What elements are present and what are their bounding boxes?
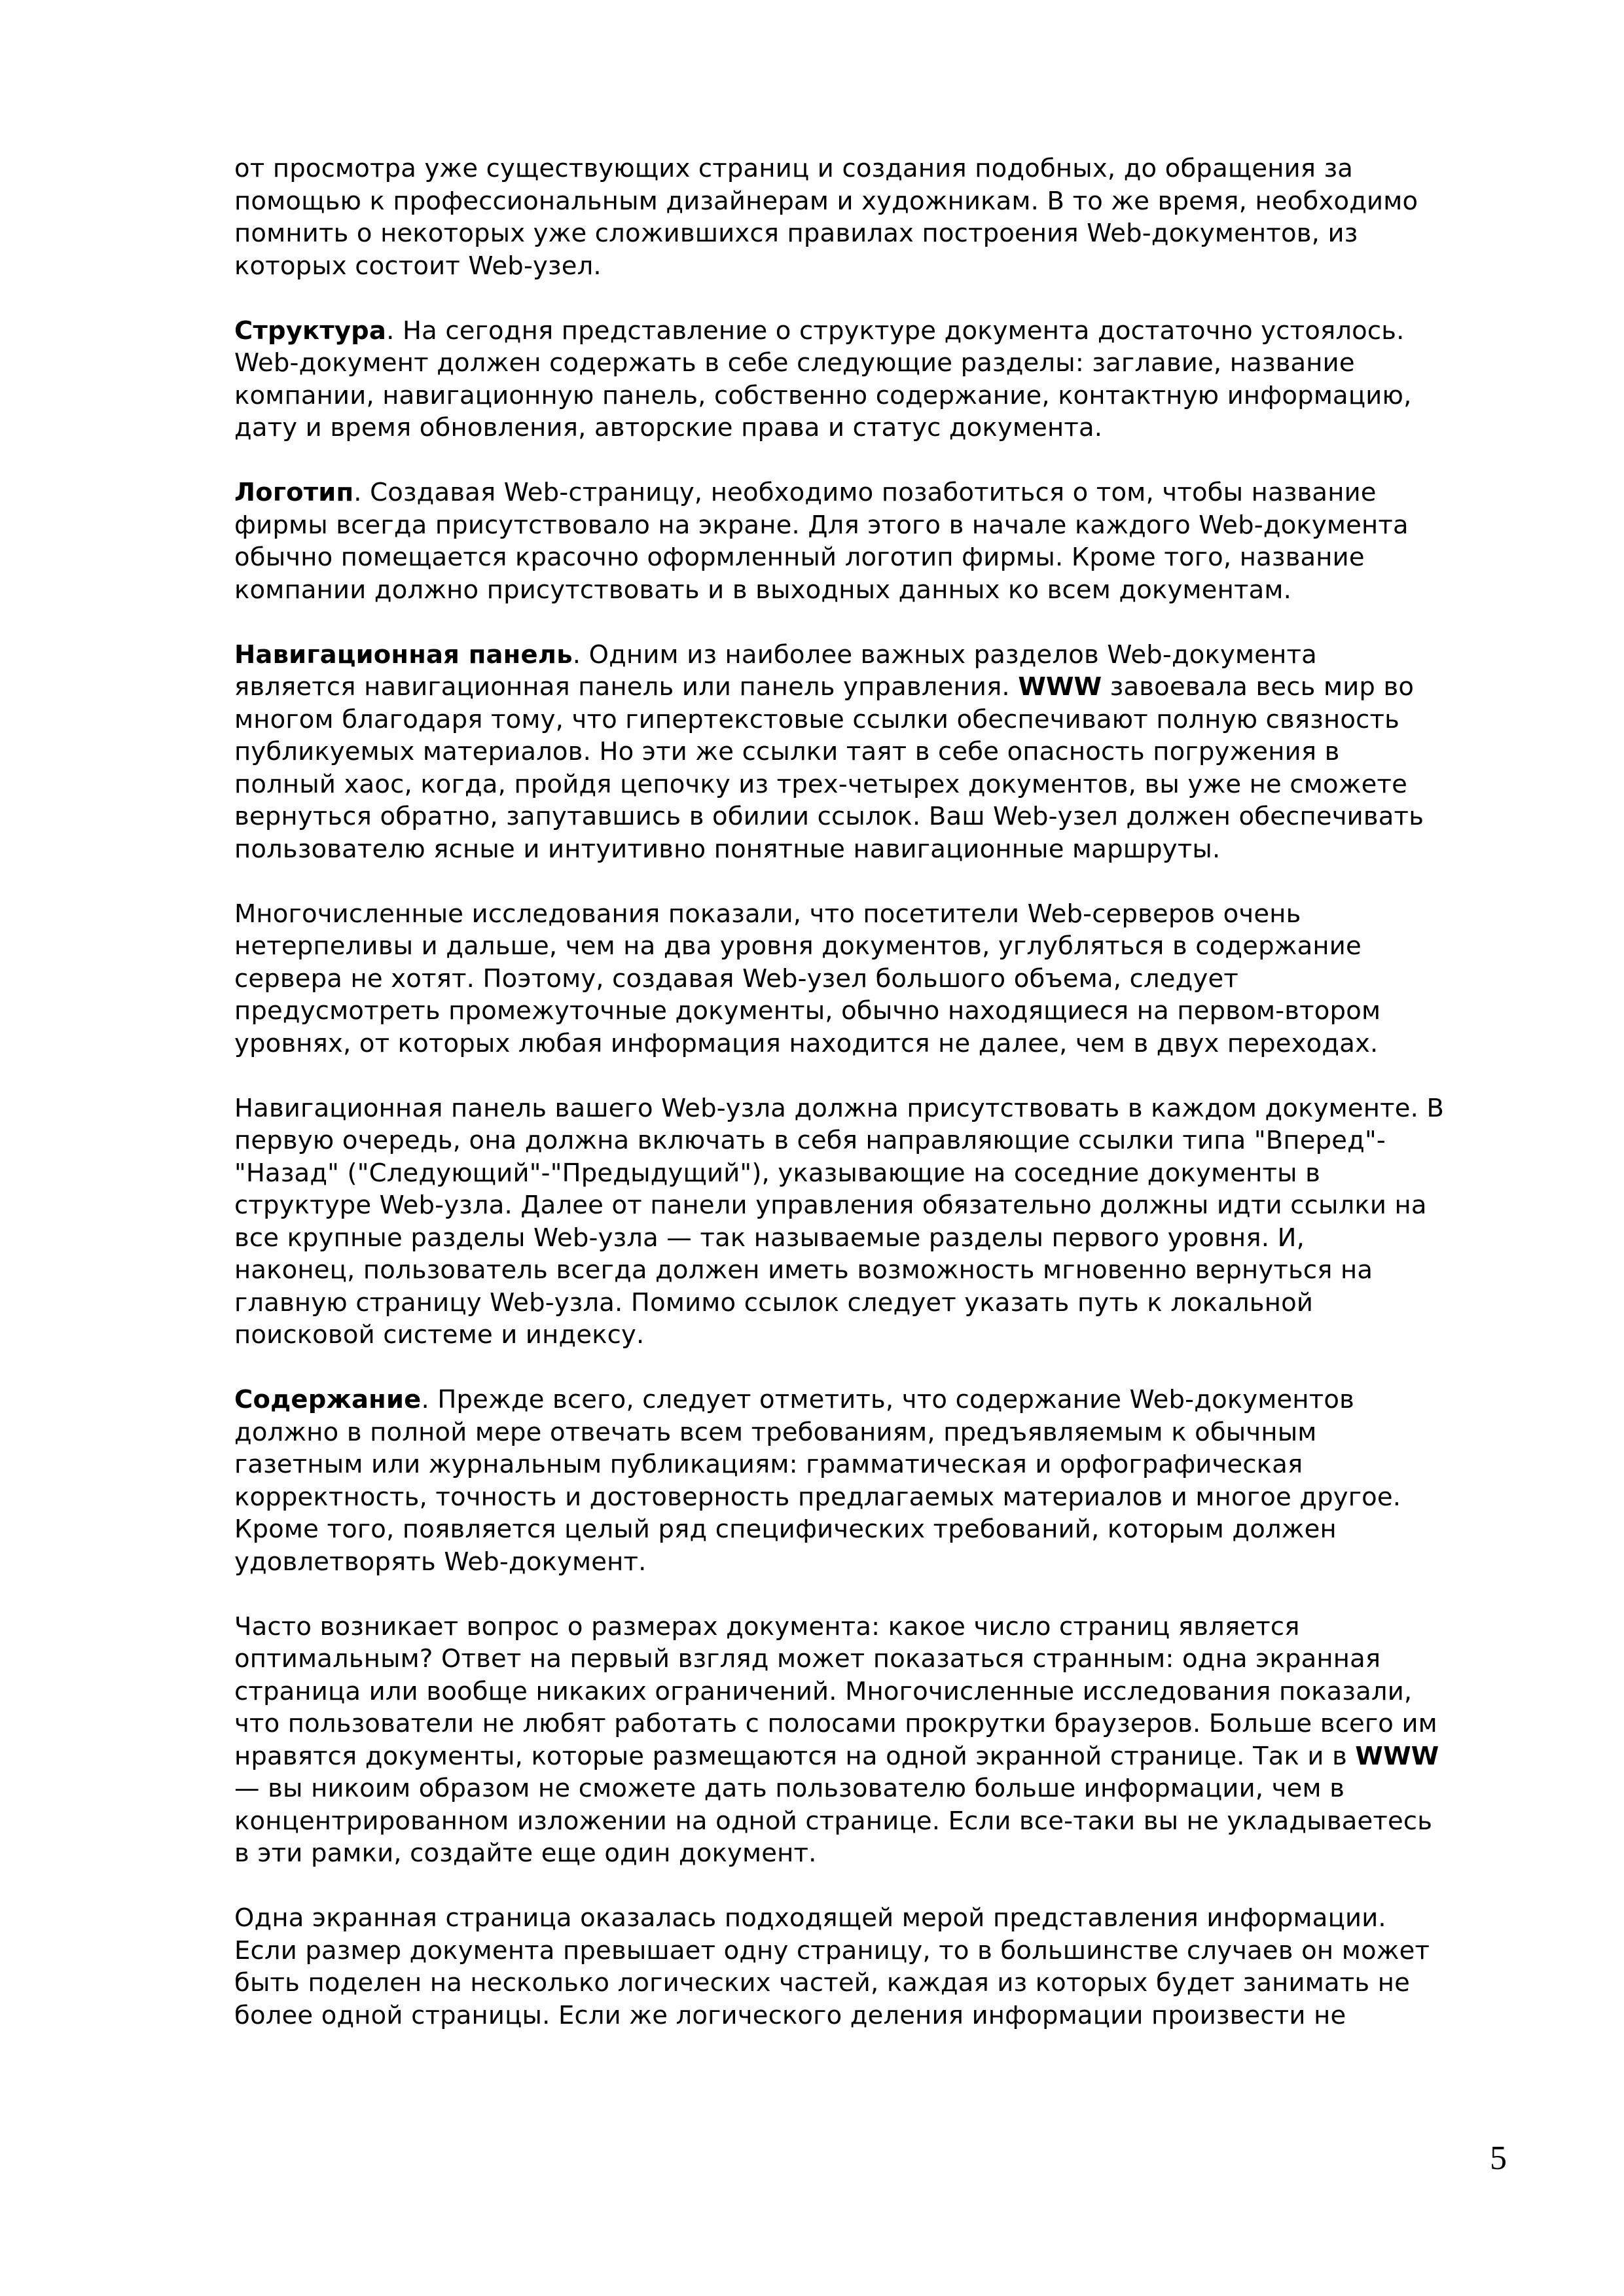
text-line bbox=[234, 185, 1524, 218]
text-segment: все крупные разделы Web-узла — так называемые разделы первого уровня. И, bbox=[234, 1223, 1305, 1253]
text-segment: . Создавая Web-страницу, необходимо позаботиться о том, чтобы название bbox=[353, 478, 1377, 507]
text-line bbox=[234, 898, 1524, 931]
bold-term: Логотип bbox=[234, 478, 354, 507]
document-body bbox=[234, 152, 1524, 2064]
text-line bbox=[234, 1967, 1524, 2000]
text-line bbox=[234, 1481, 1524, 1514]
text-segment: главную страницу Web-узла. Помимо ссылок следует указать путь к локальной bbox=[234, 1287, 1314, 1318]
text-segment: предусмотреть промежуточные документы, обычно находящиеся на первом-втором bbox=[234, 996, 1381, 1026]
text-line bbox=[234, 574, 1524, 607]
text-line bbox=[234, 704, 1524, 736]
text-segment: Кроме того, появляется целый ряд специфических требований, которым должен bbox=[234, 1515, 1337, 1544]
text-segment: вернуться обратно, запутавшись в обилии ссылок. Ваш Web-узел должен обеспечивать bbox=[234, 802, 1424, 831]
text-line bbox=[234, 217, 1524, 250]
text-line bbox=[234, 800, 1524, 833]
text-line bbox=[234, 1611, 1524, 1643]
paragraph bbox=[234, 315, 1524, 444]
bold-term: Структура bbox=[234, 315, 387, 346]
text-segment: от просмотра уже существующих страниц и создания подобных, до обращения за bbox=[234, 154, 1354, 183]
bold-term: Содержание bbox=[234, 1385, 422, 1414]
text-line bbox=[234, 152, 1524, 185]
text-line bbox=[234, 1384, 1524, 1416]
paragraph bbox=[234, 898, 1524, 1060]
bold-term: WWW bbox=[1018, 672, 1102, 702]
text-segment: поисковой системе и индексу. bbox=[234, 1320, 645, 1350]
text-line bbox=[234, 1189, 1524, 1222]
text-segment: нетерпеливы и дальше, чем на два уровня документов, углубляться в содержание bbox=[234, 931, 1362, 961]
page-number: 5 bbox=[1490, 2140, 1507, 2177]
text-segment: нравятся документы, которые размещаются на одной экранной странице. Так и в bbox=[234, 1741, 1356, 1771]
text-line bbox=[234, 1448, 1524, 1481]
text-segment: Навигационная панель вашего Web-узла должна присутствовать в каждом документе. В bbox=[234, 1093, 1445, 1123]
text-segment: . Одним из наиболее важных разделов Web-документа bbox=[572, 639, 1317, 670]
text-segment: . На сегодня представление о структуре документа достаточно устоялось. bbox=[386, 315, 1405, 346]
bold-term: WWW bbox=[1355, 1741, 1439, 1771]
text-line bbox=[234, 509, 1524, 542]
text-segment: Одна экранная страница оказалась подходящей мерой представления информации. bbox=[234, 1903, 1386, 1933]
text-line bbox=[234, 671, 1524, 704]
text-segment: оптимальным? Ответ на первый взгляд может показаться странным: одна экранная bbox=[234, 1644, 1381, 1674]
paragraph bbox=[234, 152, 1524, 282]
text-line bbox=[234, 1772, 1524, 1805]
text-segment: помощью к профессиональным дизайнерам и художникам. В то же время, необходимо bbox=[234, 186, 1418, 216]
text-segment: является навигационная панель или панель управления. bbox=[234, 672, 1019, 702]
text-line bbox=[234, 833, 1524, 866]
text-line bbox=[234, 1676, 1524, 1708]
text-line bbox=[234, 476, 1524, 509]
text-segment: компании должно присутствовать и в выходных данных ко всем документам. bbox=[234, 575, 1292, 605]
text-segment: страница или вообще никаких ограничений. Многочисленные исследования показали, bbox=[234, 1676, 1413, 1706]
text-line bbox=[234, 2000, 1524, 2032]
text-line bbox=[234, 315, 1524, 348]
text-segment: "Назад" ("Следующий"-"Предыдущий"), указывающие на соседние документы в bbox=[234, 1158, 1321, 1188]
text-segment: структуре Web-узла. Далее от панели управления обязательно должны идти ссылки на bbox=[234, 1191, 1427, 1220]
text-line bbox=[234, 1740, 1524, 1773]
text-segment: удовлетворять Web-документ. bbox=[234, 1547, 647, 1577]
paragraph bbox=[234, 476, 1524, 606]
text-segment: — вы никоим образом не сможете дать пользователю больше информации, чем в bbox=[234, 1774, 1345, 1803]
text-segment: должно в полной мере отвечать всем требованиям, предъявляемым к обычным bbox=[234, 1417, 1317, 1447]
text-line bbox=[234, 1092, 1524, 1125]
text-line bbox=[234, 1124, 1524, 1157]
text-segment: корректность, точность и достоверность предлагаемых материалов и многое другое. bbox=[234, 1482, 1401, 1512]
text-segment: многом благодаря тому, что гипертекстовые ссылки обеспечивают полную связность bbox=[234, 704, 1399, 734]
text-line bbox=[234, 1287, 1524, 1319]
text-line bbox=[234, 963, 1524, 996]
text-line bbox=[234, 736, 1524, 768]
text-line bbox=[234, 1319, 1524, 1352]
paragraph bbox=[234, 1384, 1524, 1578]
text-line bbox=[234, 1222, 1524, 1255]
text-line bbox=[234, 1028, 1524, 1060]
text-line bbox=[234, 930, 1524, 963]
text-segment: Многочисленные исследования показали, что посетители Web-серверов очень bbox=[234, 899, 1301, 929]
text-segment: обычно помещается красочно оформленный логотип фирмы. Кроме того, название bbox=[234, 543, 1365, 572]
text-segment: . Прежде всего, следует отметить, что содержание Web-документов bbox=[421, 1385, 1355, 1414]
text-line bbox=[234, 1837, 1524, 1870]
text-line bbox=[234, 1935, 1524, 1967]
text-segment: полный хаос, когда, пройдя цепочку из трех-четырех документов, вы уже не сможете bbox=[234, 769, 1408, 799]
text-segment: наконец, пользователь всегда должен иметь возможность мгновенно вернуться на bbox=[234, 1255, 1373, 1285]
text-segment: компании, навигационную панель, собственно содержание, контактную информацию, bbox=[234, 380, 1412, 410]
paragraph bbox=[234, 1611, 1524, 1870]
text-segment: Web-документ должен содержать в себе следующие разделы: заглавие, название bbox=[234, 348, 1355, 378]
paragraph bbox=[234, 1092, 1524, 1352]
text-segment: пользователю ясные и интуитивно понятные навигационные маршруты. bbox=[234, 834, 1221, 864]
text-segment: Часто возникает вопрос о размерах документа: какое число страниц является bbox=[234, 1611, 1300, 1641]
text-segment: что пользователи не любят работать с полосами прокрутки браузеров. Больше всего им bbox=[234, 1709, 1437, 1738]
text-segment: которых состоит Web-узел. bbox=[234, 251, 602, 281]
text-line bbox=[234, 1805, 1524, 1838]
text-line bbox=[234, 1416, 1524, 1449]
text-line bbox=[234, 639, 1524, 672]
text-segment: газетным или журнальным публикациям: грамматическая и орфографическая bbox=[234, 1450, 1303, 1479]
text-line bbox=[234, 995, 1524, 1028]
text-line bbox=[234, 1157, 1524, 1190]
text-segment: дату и время обновления, авторские права и статус документа. bbox=[234, 413, 1103, 442]
text-line bbox=[234, 412, 1524, 444]
text-line bbox=[234, 1708, 1524, 1740]
text-segment: помнить о некоторых уже сложившихся правилах построения Web-документов, из bbox=[234, 219, 1358, 248]
text-segment: в эти рамки, создайте еще один документ. bbox=[234, 1839, 817, 1868]
bold-term: Навигационная панель bbox=[234, 639, 573, 670]
text-segment: публикуемых материалов. Но эти же ссылки таят в себе опасность погружения в bbox=[234, 737, 1340, 766]
text-segment: первую очередь, она должна включать в себя направляющие ссылки типа "Вперед"- bbox=[234, 1126, 1386, 1155]
text-line bbox=[234, 1513, 1524, 1546]
text-line bbox=[234, 1546, 1524, 1579]
text-segment: сервера не хотят. Поэтому, создавая Web-узел большого объема, следует bbox=[234, 963, 1238, 994]
text-line bbox=[234, 1254, 1524, 1287]
text-segment: концентрированном изложении на одной странице. Если все-таки вы не укладываетесь bbox=[234, 1806, 1433, 1836]
text-segment: более одной страницы. Если же логического деления информации произвести не bbox=[234, 2000, 1346, 2030]
text-line bbox=[234, 347, 1524, 380]
paragraph bbox=[234, 1902, 1524, 2032]
text-segment: уровнях, от которых любая информация находится не далее, чем в двух переходах. bbox=[234, 1028, 1379, 1058]
text-line bbox=[234, 1902, 1524, 1935]
text-segment: завоевала весь мир во bbox=[1102, 672, 1415, 702]
text-line bbox=[234, 380, 1524, 412]
paragraph bbox=[234, 639, 1524, 866]
text-line bbox=[234, 250, 1524, 283]
text-line bbox=[234, 768, 1524, 801]
text-segment: быть поделен на несколько логических частей, каждая из которых будет занимать не bbox=[234, 1968, 1410, 1998]
text-segment: фирмы всегда присутствовало на экране. Для этого в начале каждого Web-документа bbox=[234, 510, 1409, 540]
text-line bbox=[234, 541, 1524, 574]
text-segment: Если размер документа превышает одну страницу, то в большинстве случаев он может bbox=[234, 1935, 1430, 1965]
text-line bbox=[234, 1643, 1524, 1676]
